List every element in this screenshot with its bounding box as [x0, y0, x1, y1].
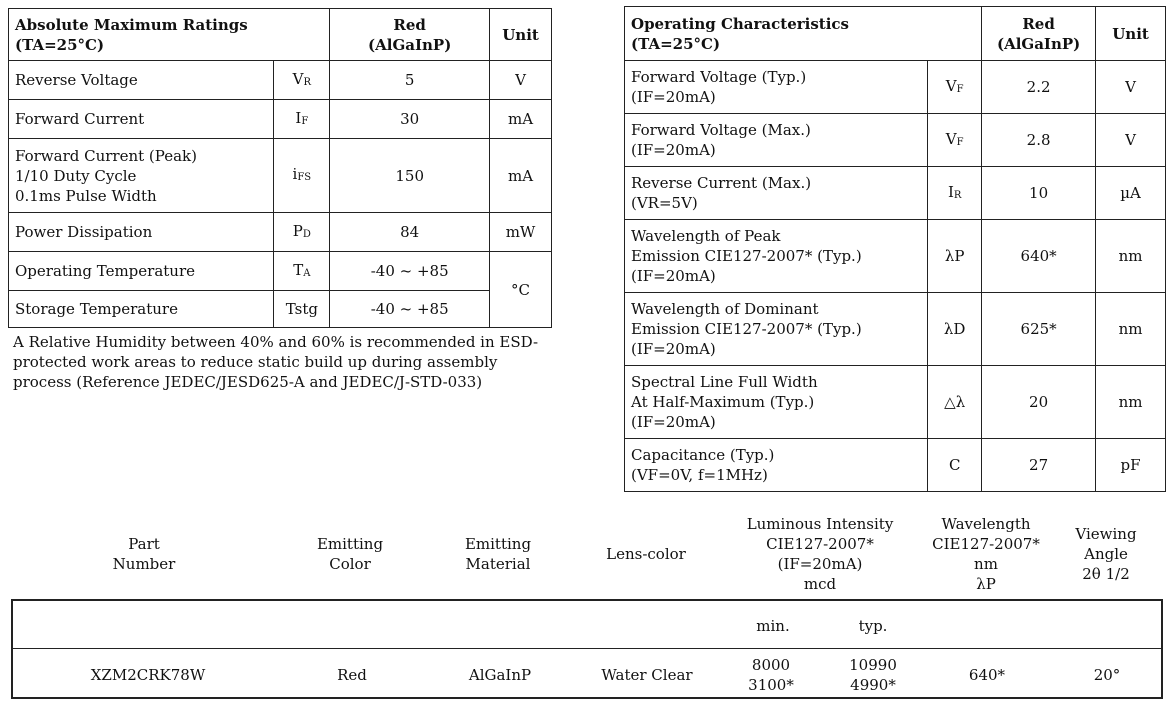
unit-cell: V [1096, 114, 1166, 167]
oc-title-cell [625, 7, 982, 61]
table-row [9, 213, 552, 252]
oc-title: Operating Characteristics [631, 14, 850, 33]
value-cell: 150 [330, 139, 490, 213]
value-cell: 10 [982, 167, 1096, 220]
param-cell: Wavelength of Peak Emission CIE127-2007* (Typ.) (IF=20mA) [625, 220, 928, 293]
absolute-maximum-ratings-table [8, 8, 552, 328]
unit-cell: mA [490, 139, 552, 213]
oc-condition: (TA=25°C) [631, 34, 721, 53]
value-cell: -40 ~ +85 [330, 291, 490, 328]
symbol-cell: Tstg [274, 291, 330, 328]
unit-cell: mA [490, 100, 552, 139]
amr-value-header: Red (AlGaInP) [330, 9, 490, 61]
operating-characteristics-table [624, 6, 1166, 492]
symbol-cell: λD [928, 293, 982, 366]
row-divider [13, 648, 1161, 649]
table-row [9, 291, 552, 328]
table-row [9, 139, 552, 213]
value-cell: 84 [330, 213, 490, 252]
emitting-material: AlGaInP [468, 666, 532, 684]
selection-guide-table [11, 599, 1163, 699]
intensity-min: 8000 3100* [748, 656, 794, 694]
symbol-cell: $I_F$ [274, 100, 330, 139]
table-row [625, 220, 1166, 293]
value-cell: 2.2 [982, 61, 1096, 114]
value-cell: 640* [982, 220, 1096, 293]
param-cell: Spectral Line Full Width At Half-Maximum (Typ.) (IF=20mA) [625, 366, 928, 439]
param-cell: Forward Current (Peak) 1/10 Duty Cycle 0.1ms Pulse Width [9, 139, 274, 213]
symbol-cell: $V_F$ [928, 114, 982, 167]
wavelength-peak: 640* [968, 666, 1006, 684]
value-cell: -40 ~ +85 [330, 252, 490, 291]
value-cell: 5 [330, 61, 490, 100]
unit-cell: V [1096, 61, 1166, 114]
unit-cell: V [490, 61, 552, 100]
oc-unit-header: Unit [1096, 7, 1166, 61]
amr-title-cell [9, 9, 330, 61]
unit-cell: mW [490, 213, 552, 252]
value-cell: 27 [982, 439, 1096, 492]
amr-condition: (TA=25°C) [15, 35, 105, 54]
unit-cell: pF [1096, 439, 1166, 492]
amr-unit-header: Unit [490, 9, 552, 61]
intensity-typ: 10990 4990* [849, 656, 897, 694]
header-wavelength: Wavelength CIE127-2007* nm λP [932, 515, 1040, 593]
param-cell: Wavelength of Dominant Emission CIE127-2007* (Typ.) (IF=20mA) [625, 293, 928, 366]
table-row [625, 114, 1166, 167]
symbol-cell: $i_{FS}$ [274, 139, 330, 213]
min-label: min. [756, 617, 790, 635]
header-part-number: Part Number [112, 535, 176, 573]
emitting-color: Red [337, 666, 367, 684]
value-cell: 625* [982, 293, 1096, 366]
symbol-cell: $V_R$ [274, 61, 330, 100]
param-cell: Forward Voltage (Max.) (IF=20mA) [625, 114, 928, 167]
header-luminous-intensity: Luminous Intensity CIE127-2007* (IF=20mA) mcd [746, 515, 894, 593]
param-cell: Operating Temperature [9, 252, 274, 291]
value-cell: 30 [330, 100, 490, 139]
table-row [625, 439, 1166, 492]
table-row [625, 61, 1166, 114]
unit-cell: µA [1096, 167, 1166, 220]
table-row [625, 366, 1166, 439]
unit-cell: nm [1096, 293, 1166, 366]
amr-title: Absolute Maximum Ratings [15, 15, 248, 34]
humidity-note: A Relative Humidity between 40% and 60% is recommended in ESD-protected work areas to reduce static build up during assembly process (Reference JEDEC/JESD625-A and JEDEC/J-STD-033) [13, 333, 539, 391]
part-number: XZM2CRK78W [90, 666, 206, 684]
table-row [9, 252, 552, 291]
unit-cell: nm [1096, 366, 1166, 439]
unit-cell: °C [490, 252, 552, 328]
symbol-cell: C [928, 439, 982, 492]
param-cell: Storage Temperature [9, 291, 274, 328]
table-row [625, 293, 1166, 366]
lens-color: Water Clear [601, 666, 693, 684]
param-cell: Forward Voltage (Typ.) (IF=20mA) [625, 61, 928, 114]
oc-value-header: Red (AlGaInP) [982, 7, 1096, 61]
value-cell: 20 [982, 366, 1096, 439]
header-lens-color: Lens-color [606, 545, 686, 563]
table-row [9, 61, 552, 100]
typ-label: typ. [858, 617, 888, 635]
header-viewing-angle: Viewing Angle 2θ 1/2 [1075, 525, 1137, 583]
symbol-cell: λP [928, 220, 982, 293]
symbol-cell: $I_R$ [928, 167, 982, 220]
symbol-cell: $V_F$ [928, 61, 982, 114]
symbol-cell: △λ [928, 366, 982, 439]
table-row [625, 167, 1166, 220]
symbol-cell: $T_A$ [274, 252, 330, 291]
param-cell: Reverse Current (Max.) (VR=5V) [625, 167, 928, 220]
value-cell: 2.8 [982, 114, 1096, 167]
param-cell: Forward Current [9, 100, 274, 139]
symbol-cell: $P_D$ [274, 213, 330, 252]
param-cell: Power Dissipation [9, 213, 274, 252]
param-cell: Reverse Voltage [9, 61, 274, 100]
viewing-angle: 20° [1093, 666, 1121, 684]
unit-cell: nm [1096, 220, 1166, 293]
param-cell: Capacitance (Typ.) (VF=0V, f=1MHz) [625, 439, 928, 492]
header-emitting-color: Emitting Color [316, 535, 384, 573]
header-emitting-material: Emitting Material [464, 535, 532, 573]
table-row [9, 100, 552, 139]
